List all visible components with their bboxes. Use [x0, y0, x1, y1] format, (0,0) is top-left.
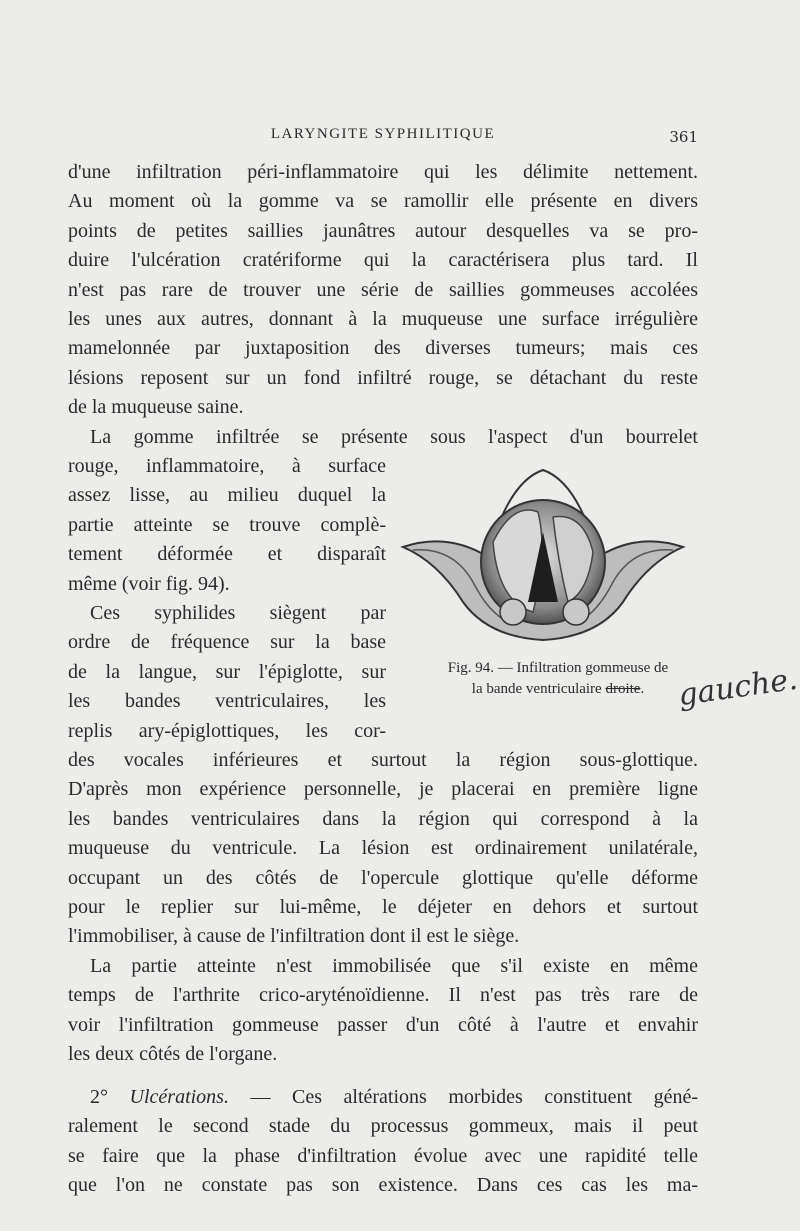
- paragraph-1: [68, 158, 698, 423]
- larynx-figure: [398, 462, 688, 652]
- text-line: rouge, inflammatoire, à surface: [68, 455, 386, 477]
- text-line: même (voir fig. 94).: [68, 572, 230, 595]
- text-line: partie atteinte se trouve complè-: [68, 513, 386, 536]
- caption-text: la bande ventriculaire: [471, 681, 606, 697]
- text-line: ordre de fréquence sur la base: [68, 631, 386, 654]
- figure-caption: [408, 658, 708, 700]
- larynx-illustration-icon: [398, 462, 688, 652]
- caption-line-1: Fig. 94. — Infiltration gommeuse de: [447, 660, 669, 676]
- text-line: les bandes ventriculaires dans la région qui correspond à la: [68, 807, 698, 830]
- text-line: assez lisse, au milieu duquel la: [68, 484, 386, 507]
- text-line: ralement le second stade du processus gommeux, mais il peut: [68, 1115, 698, 1138]
- text-line: les unes aux autres, donnant à la muqueuse une surface irrégulière: [68, 307, 698, 330]
- text-line: temps de l'arthrite crico-aryténoïdienne. Il n'est pas très rare de: [68, 984, 698, 1007]
- running-title: LARYNGITE SYPHILITIQUE: [270, 126, 496, 142]
- text-line: de la muqueuse saine.: [68, 396, 244, 419]
- text-line: de la langue, sur l'épiglotte, sur: [68, 660, 386, 683]
- text-line: occupant un des côtés de l'opercule glottique qu'elle déforme: [68, 866, 698, 889]
- text-line: muqueuse du ventricule. La lésion est ordinairement unilatérale,: [68, 837, 698, 860]
- text-fragment: — Ces altérations morbides constituent géné-: [228, 1086, 699, 1108]
- text-line: pour le replier sur lui-même, le déjeter en dehors et surtout: [68, 895, 698, 918]
- text-line: Ces syphilides siègent par: [90, 602, 386, 624]
- section-heading: Ulcérations.: [129, 1086, 229, 1108]
- text-line: que l'on ne constate pas son existence. Dans ces cas les ma-: [68, 1174, 698, 1197]
- text-line: se faire que la phase d'infiltration évolue avec une rapidité telle: [68, 1144, 698, 1167]
- text-line: duire l'ulcération cratériforme qui la caractérisera plus tard. Il: [68, 249, 698, 272]
- text-line: points de petites saillies jaunâtres autour desquelles va se pro-: [68, 219, 698, 242]
- caption-line-2: [408, 679, 708, 700]
- text-line: n'est pas rare de trouver une série de saillies gommeuses accolées: [68, 278, 698, 301]
- text-line: La gomme infiltrée se présente sous l'aspect d'un bourrelet: [90, 426, 698, 448]
- caption-period: .: [640, 681, 645, 697]
- paragraph-3-narrow: [68, 599, 386, 746]
- paragraph-2-first-line: [68, 423, 698, 452]
- text-line: replis ary-épiglottiques, les cor-: [68, 719, 386, 742]
- page-header: [68, 120, 698, 150]
- text-line: des vocales inférieures et surtout la région sous-glottique.: [68, 749, 698, 771]
- text-line: mamelonnée par juxtaposition des diverses tumeurs; mais ces: [68, 337, 698, 360]
- text-line: les deux côtés de l'organe.: [68, 1043, 278, 1066]
- text-line: l'immobiliser, à cause de l'infiltration dont il est le siège.: [68, 925, 520, 948]
- text-line: d'une infiltration péri-inflammatoire qui les délimite nettement.: [68, 161, 698, 183]
- text-line: lésions reposent sur un fond infiltré rouge, se détachant du reste: [68, 366, 698, 389]
- page-number: 361: [669, 128, 698, 146]
- text-line: tement déformée et disparaît: [68, 543, 386, 566]
- text-line: Au moment où la gomme va se ramollir elle présente en divers: [68, 190, 698, 213]
- text-line: La partie atteinte n'est immobilisée que s'il existe en même: [90, 955, 698, 977]
- text-line: voir l'infiltration gommeuse passer d'un côté à l'autre et envahir: [68, 1013, 698, 1036]
- paragraph-4: [68, 952, 698, 1070]
- paragraph-2-narrow: [68, 452, 386, 599]
- handwritten-correction: gauche.: [676, 661, 800, 714]
- paragraph-5: [68, 1083, 698, 1201]
- text-line: les bandes ventriculaires, les: [68, 690, 386, 713]
- text-line: [68, 1083, 698, 1112]
- paragraph-3-full: [68, 746, 698, 952]
- caption-struck-word: droite: [605, 681, 641, 697]
- section-number: 2°: [90, 1086, 108, 1108]
- text-line: D'après mon expérience personnelle, je placerai en première ligne: [68, 778, 698, 801]
